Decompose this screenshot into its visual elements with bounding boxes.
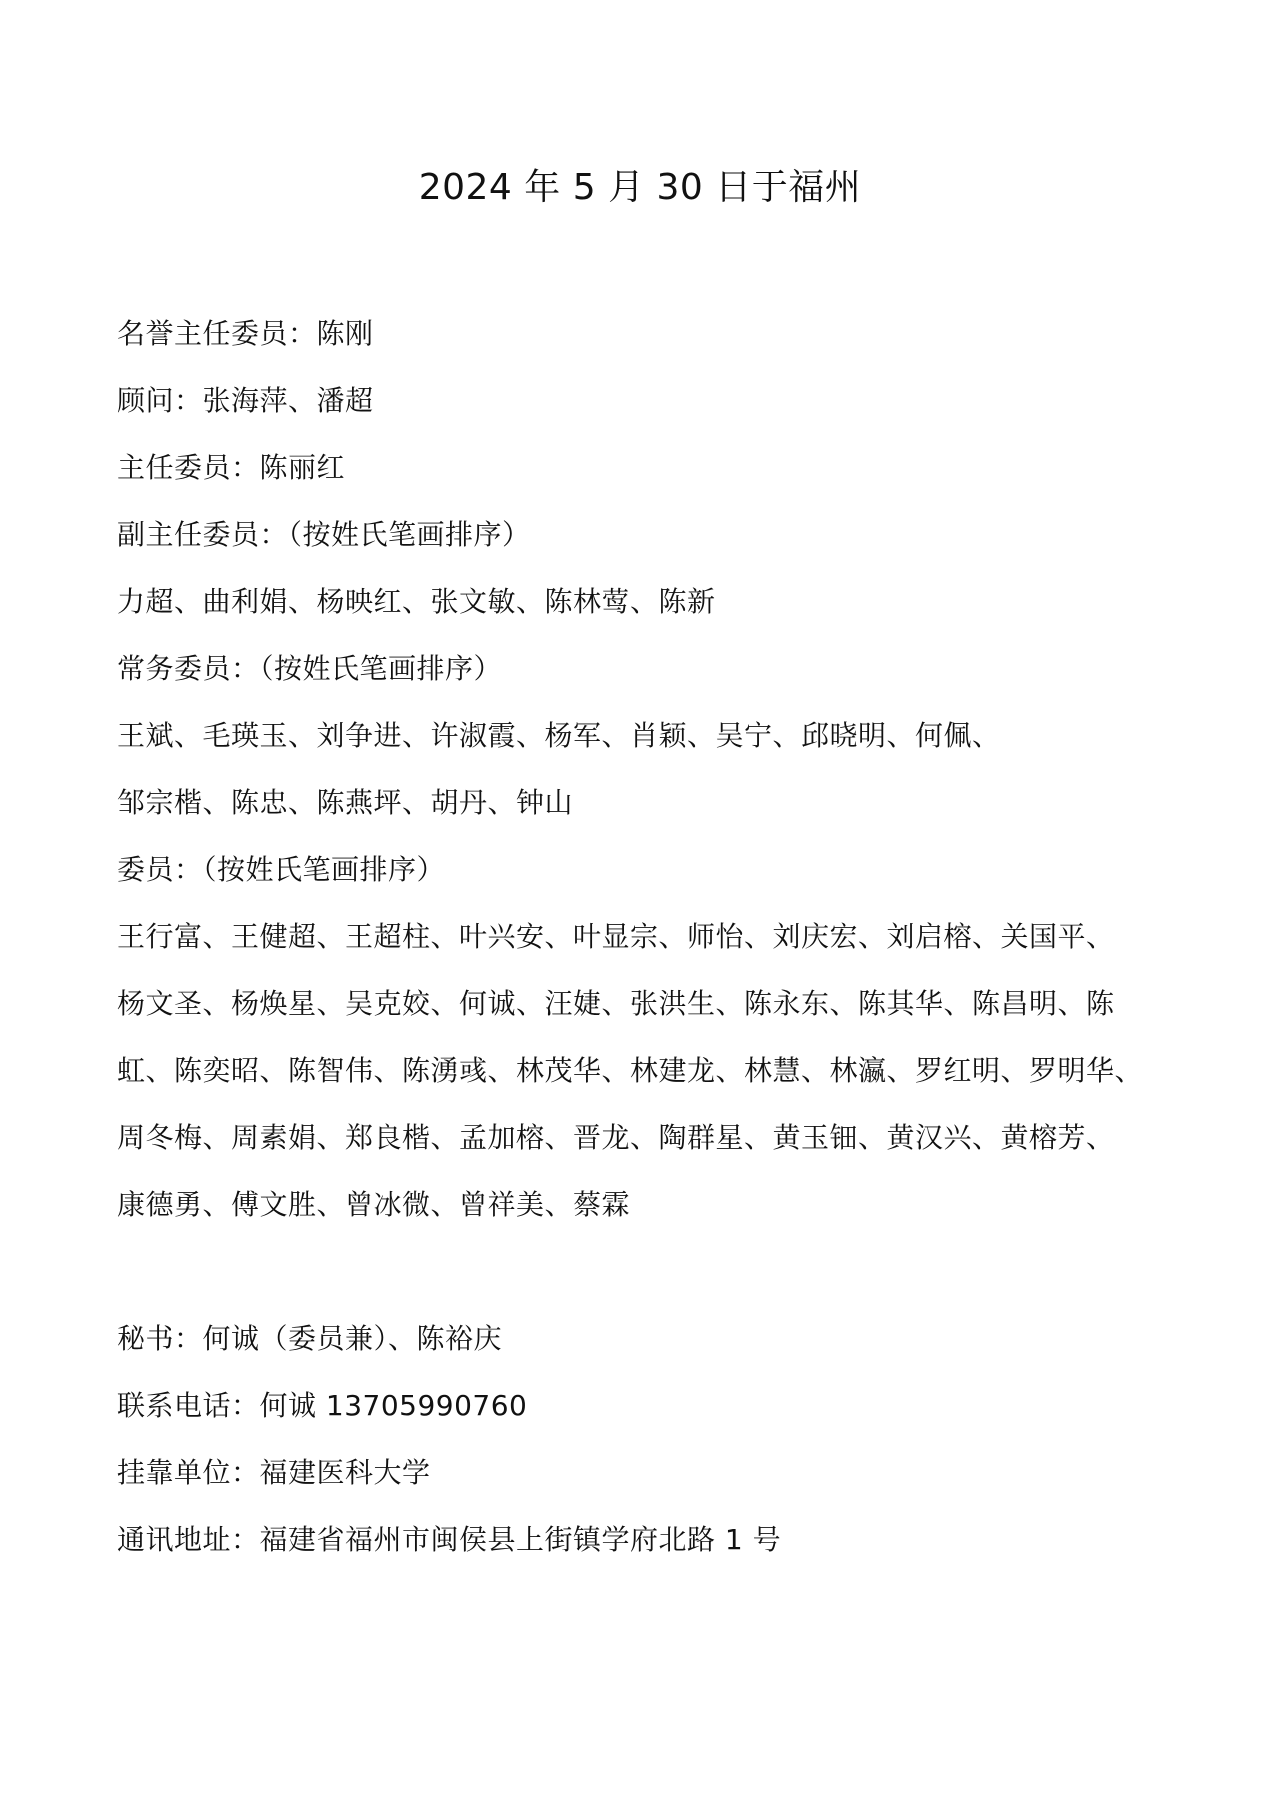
honorary-chair-line: 名誉主任委员：陈刚	[117, 317, 374, 350]
members-names: 杨文圣、杨焕星、吴克姣、何诚、汪婕、张洪生、陈永东、陈其华、陈昌明、陈	[117, 987, 1115, 1020]
members-names: 周冬梅、周素娟、郑良楷、孟加榕、晋龙、陶群星、黄玉钿、黄汉兴、黄榕芳、	[117, 1121, 1115, 1154]
contact-phone-line: 联系电话：何诚 13705990760	[117, 1389, 528, 1422]
secretary-line: 秘书：何诚（委员兼）、陈裕庆	[117, 1322, 503, 1355]
members-names: 王行富、王健超、王超柱、叶兴安、叶显宗、师怡、刘庆宏、刘启榕、关国平、	[117, 920, 1115, 953]
members-names: 虹、陈奕昭、陈智伟、陈湧彧、林茂华、林建龙、林慧、林瀛、罗红明、罗明华、	[117, 1054, 1144, 1087]
members-names: 康德勇、傅文胜、曾冰微、曾祥美、蔡霖	[117, 1188, 631, 1221]
committee-list	[117, 300, 1177, 1573]
vice-chairs-heading: 副主任委员：（按姓氏笔画排序）	[117, 518, 531, 551]
members-heading: 委员：（按姓氏笔画排序）	[117, 853, 446, 886]
standing-members-names: 王斌、毛瑛玉、刘争进、许淑霞、杨军、肖颖、吴宁、邱晓明、何佩、	[117, 719, 1001, 752]
document-date-title: 2024 年 5 月 30 日于福州	[418, 167, 862, 208]
standing-members-names: 邹宗楷、陈忠、陈燕坪、胡丹、钟山	[117, 786, 574, 819]
standing-members-heading: 常务委员：（按姓氏笔画排序）	[117, 652, 503, 685]
address-line: 通讯地址：福建省福州市闽侯县上街镇学府北路 1 号	[117, 1523, 782, 1556]
section-spacer	[117, 1238, 1177, 1305]
advisors-line: 顾问：张海萍、潘超	[117, 384, 374, 417]
affiliated-unit-line: 挂靠单位：福建医科大学	[117, 1456, 431, 1489]
chair-line: 主任委员：陈丽红	[117, 451, 346, 484]
vice-chairs-names: 力超、曲利娟、杨映红、张文敏、陈林莺、陈新	[117, 585, 716, 618]
